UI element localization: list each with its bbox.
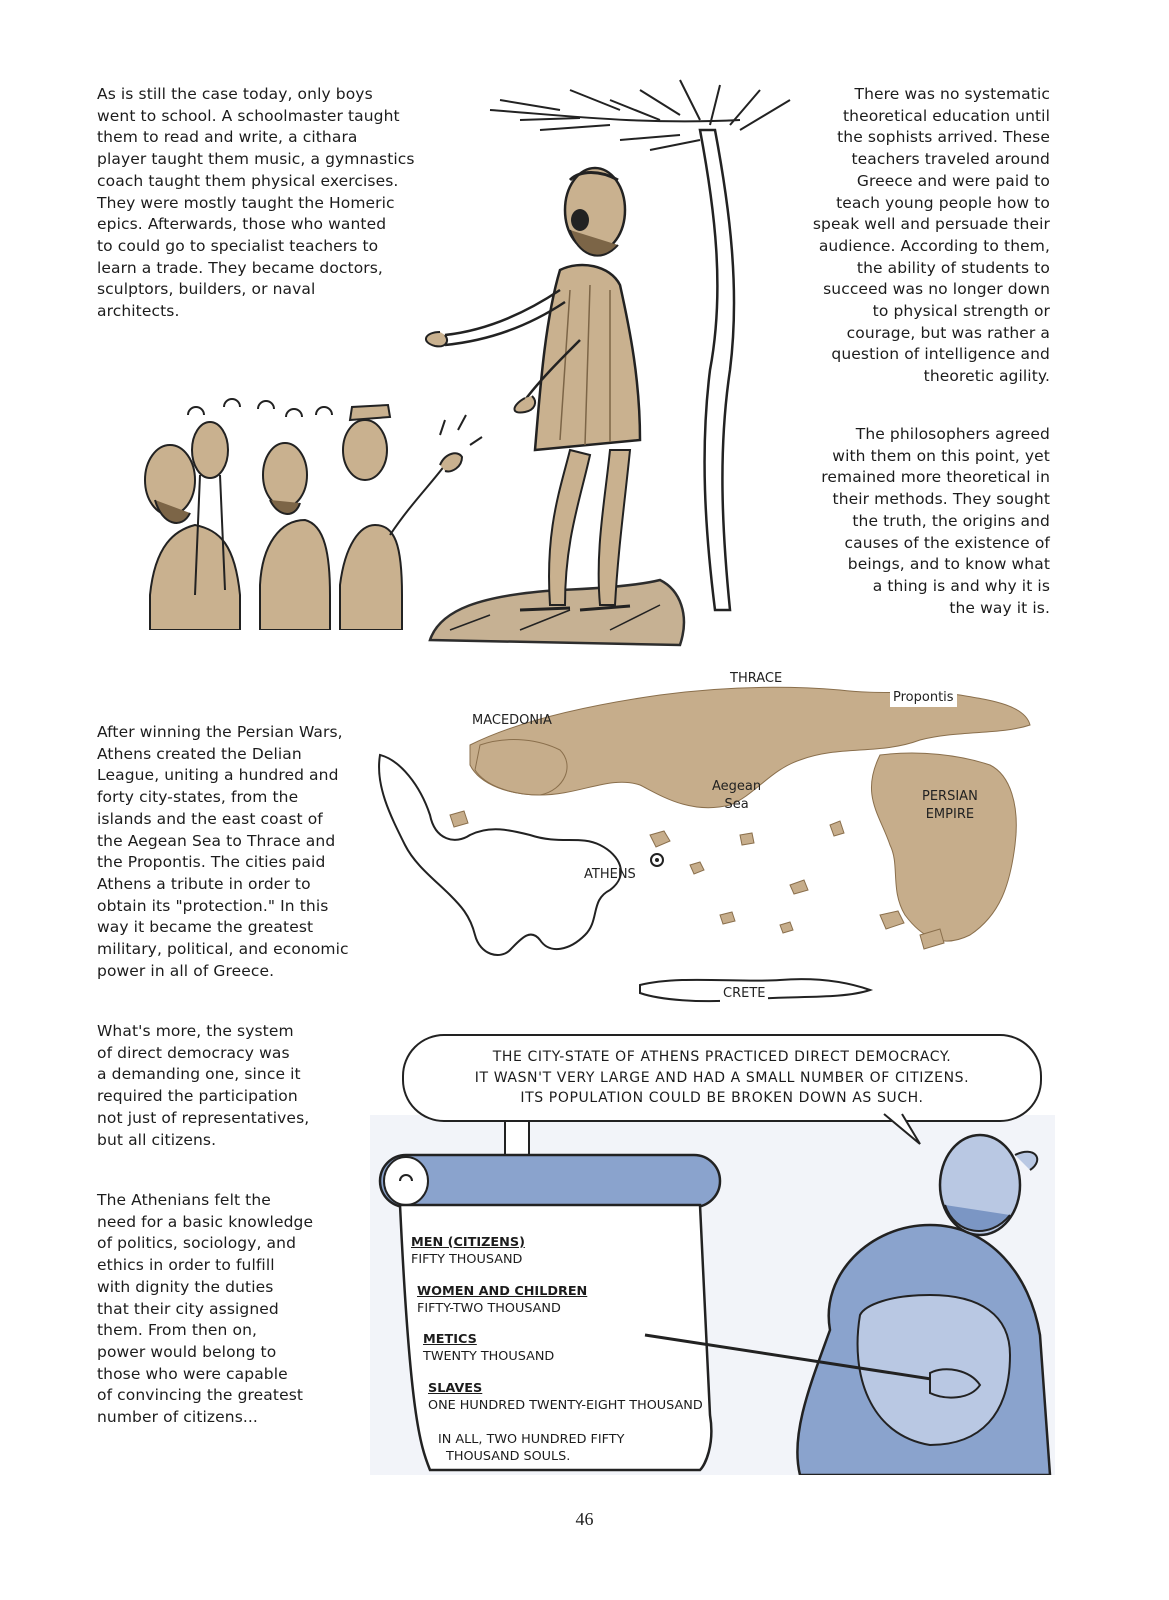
scroll-entry-women — [417, 1283, 587, 1317]
map-label-aegean-sea: Aegean Sea — [712, 779, 762, 812]
crowd-illustration — [140, 395, 485, 630]
scroll-total-line-2: THOUSAND SOULS. — [446, 1449, 571, 1464]
caption-sophists: There was no systematic theoretical education until the sophists arrived. These teachers traveled around Greece and were paid to teach young people how to speak well and persuade their audience. According to them, the ability of students to succeed was no longer down to physical strength or courage, but was rather a question of intelligence and theoretic agility. — [812, 85, 1050, 386]
balloon-line-3: ITS POPULATION COULD BE BROKEN DOWN AS SUCH. — [520, 1090, 924, 1107]
aegean-map — [360, 665, 1050, 1010]
map-label-athens: ATHENS — [584, 867, 636, 882]
balloon-tail — [880, 1112, 930, 1148]
scroll-entry-men — [411, 1234, 525, 1268]
scroll-heading-metics: METICS — [423, 1332, 477, 1347]
caption-delian-league: After winning the Persian Wars, Athens created the Delian League, uniting a hundred and forty city-states, from the islands and the east coast of the Aegean Sea to Thrace and the Propontis. The cities paid Athens a tribute in order to obtain its "protection." In this way it became the greatest military, political, and economic power in all of Greece. — [97, 723, 349, 980]
caption-philosophers: The philosophers agreed with them on this point, yet remained more theoretical in their methods. They sought the truth, the origins and causes of the existence of beings, and to know what a thing is and why it is the way it is. — [821, 425, 1050, 617]
map-label-macedonia: MACEDONIA — [472, 713, 552, 728]
scroll-heading-slaves: SLAVES — [428, 1381, 483, 1396]
scroll-value-metics: TWENTY THOUSAND — [423, 1349, 555, 1364]
scroll-value-slaves: ONE HUNDRED TWENTY-EIGHT THOUSAND — [428, 1398, 703, 1413]
caption-direct-democracy: What's more, the system of direct democracy was a demanding one, since it required the participation not just of representatives, but all citizens. — [97, 1022, 310, 1149]
scroll-total — [438, 1431, 624, 1465]
map-label-persian-empire: PERSIAN EMPIRE — [922, 789, 978, 822]
balloon-line-2: IT WASN'T VERY LARGE AND HAD A SMALL NUMBER OF CITIZENS. — [474, 1069, 970, 1086]
scroll-value-men: FIFTY THOUSAND — [411, 1252, 523, 1267]
scroll-total-line-1: IN ALL, TWO HUNDRED FIFTY — [438, 1432, 625, 1447]
scroll-heading-men: MEN (CITIZENS) — [411, 1235, 525, 1250]
scroll-entry-metics — [423, 1331, 554, 1365]
caption-athenians: The Athenians felt the need for a basic knowledge of politics, sociology, and ethics in order to fulfill with dignity the duties that their city assigned them. From then on, power would belong to those who were capable of convincing the greatest number of citizens... — [97, 1191, 314, 1427]
scroll-heading-women: WOMEN AND CHILDREN — [417, 1284, 588, 1299]
balloon-line-1: THE CITY-STATE OF ATHENS PRACTICED DIRECT DEMOCRACY. — [492, 1049, 952, 1066]
caption-school: As is still the case today, only boys went to school. A schoolmaster taught them to read and write, a cithara player taught them music, a gymnastics coach taught them physical exercises. They were mostly taught the Homeric epics. Afterwards, those who wanted to could go to specialist teachers to learn a trade. They became doctors, sculptors, builders, or naval architects. — [97, 85, 415, 321]
speech-balloon — [402, 1034, 1042, 1122]
map-label-crete: CRETE — [720, 985, 768, 1003]
scroll-entry-slaves — [428, 1380, 703, 1414]
page-number: 46 — [575, 1509, 594, 1529]
map-label-propontis: Propontis — [890, 689, 957, 707]
map-label-thrace: THRACE — [730, 671, 783, 686]
scroll-value-women: FIFTY-TWO THOUSAND — [417, 1301, 561, 1316]
